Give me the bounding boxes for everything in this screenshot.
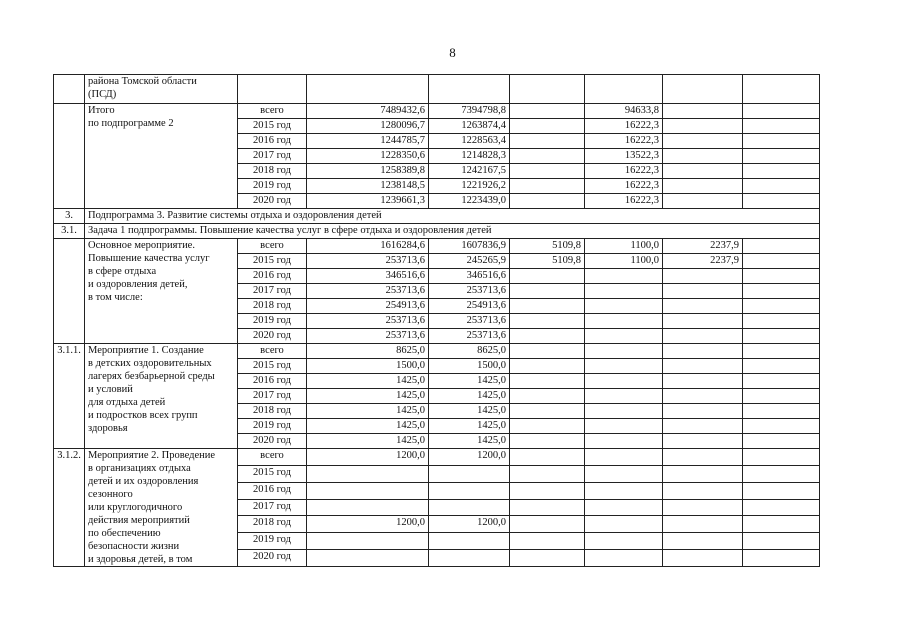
value-cell [663, 533, 743, 550]
year-cell: всего [238, 239, 307, 254]
name-text: Мероприятие 1. Создание в детских оздоровительных лагерях безбарьерной среды и условий для отдыха детей и подростков всех групп здоровья [88, 345, 215, 434]
value-cell: 245265,9 [429, 254, 510, 269]
value-cell [307, 75, 429, 104]
table-row [54, 104, 820, 119]
year-cell: 2017 год [238, 499, 307, 516]
value-cell [743, 254, 820, 269]
value-cell [585, 284, 663, 299]
table-row [54, 239, 820, 254]
year-cell: всего [238, 449, 307, 466]
value-cell [429, 75, 510, 104]
year-cell: 2017 год [238, 149, 307, 164]
value-cell [663, 75, 743, 104]
value-cell [743, 194, 820, 209]
value-cell [663, 179, 743, 194]
value-cell [743, 344, 820, 359]
value-cell [510, 499, 585, 516]
value-cell [429, 465, 510, 482]
value-cell: 5109,8 [510, 254, 585, 269]
code-cell: 3.1.2. [54, 449, 85, 567]
value-cell [510, 404, 585, 419]
value-cell [429, 482, 510, 499]
value-cell [743, 299, 820, 314]
value-cell: 1425,0 [429, 389, 510, 404]
table-row [54, 75, 820, 104]
value-cell [663, 359, 743, 374]
value-cell: 1228563,4 [429, 134, 510, 149]
name-text: Основное мероприятие. Повышение качества услуг в сфере отдыха и оздоровления детей, в том числе: [88, 240, 210, 303]
value-cell: 13522,3 [585, 149, 663, 164]
value-cell [510, 284, 585, 299]
value-cell [663, 134, 743, 149]
value-cell: 94633,8 [585, 104, 663, 119]
value-cell: 16222,3 [585, 179, 663, 194]
value-cell [585, 434, 663, 449]
value-cell [663, 104, 743, 119]
section-row [54, 209, 820, 224]
value-cell [510, 104, 585, 119]
value-cell: 1425,0 [429, 404, 510, 419]
value-cell: 346516,6 [307, 269, 429, 284]
value-cell: 16222,3 [585, 194, 663, 209]
value-cell: 1221926,2 [429, 179, 510, 194]
value-cell [743, 134, 820, 149]
value-cell [510, 344, 585, 359]
name-cell [85, 449, 238, 567]
budget-table [53, 74, 820, 567]
value-cell: 1100,0 [585, 239, 663, 254]
name-text: Мероприятие 2. Проведение в организациях отдыха детей и их оздоровления сезонного или круглогодичного действия мероприятий по обеспечению безопасности жизни и здоровья детей, в том [88, 450, 216, 565]
value-cell: 1214828,3 [429, 149, 510, 164]
code-cell: 3. [54, 209, 85, 224]
value-cell: 1425,0 [429, 419, 510, 434]
value-cell [743, 404, 820, 419]
value-cell [307, 499, 429, 516]
value-cell [663, 344, 743, 359]
value-cell: 1223439,0 [429, 194, 510, 209]
year-cell: 2016 год [238, 134, 307, 149]
year-cell: 2018 год [238, 516, 307, 533]
value-cell [429, 533, 510, 550]
year-cell: 2016 год [238, 269, 307, 284]
value-cell [510, 359, 585, 374]
year-cell [238, 75, 307, 104]
value-cell [743, 533, 820, 550]
value-cell: 1200,0 [307, 449, 429, 466]
year-cell: 2019 год [238, 314, 307, 329]
value-cell [510, 465, 585, 482]
code-cell [54, 75, 85, 104]
value-cell: 346516,6 [429, 269, 510, 284]
value-cell: 16222,3 [585, 164, 663, 179]
value-cell [585, 299, 663, 314]
value-cell [510, 374, 585, 389]
value-cell: 16222,3 [585, 119, 663, 134]
code-cell [54, 239, 85, 344]
value-cell [585, 533, 663, 550]
value-cell: 1500,0 [429, 359, 510, 374]
code-cell [54, 104, 85, 209]
value-cell [663, 465, 743, 482]
value-cell [585, 374, 663, 389]
name-cell [85, 239, 238, 344]
year-cell: 2019 год [238, 533, 307, 550]
value-cell [585, 465, 663, 482]
value-cell: 1200,0 [429, 449, 510, 466]
value-cell: 7489432,6 [307, 104, 429, 119]
table-row [54, 449, 820, 466]
value-cell [663, 482, 743, 499]
value-cell [307, 482, 429, 499]
value-cell: 1425,0 [307, 374, 429, 389]
value-cell [585, 344, 663, 359]
value-cell [510, 314, 585, 329]
value-cell [510, 134, 585, 149]
value-cell: 1239661,3 [307, 194, 429, 209]
value-cell [743, 482, 820, 499]
year-cell: всего [238, 344, 307, 359]
value-cell [510, 269, 585, 284]
value-cell [585, 329, 663, 344]
value-cell [510, 164, 585, 179]
value-cell [585, 499, 663, 516]
value-cell: 1425,0 [429, 374, 510, 389]
name-cell [85, 344, 238, 449]
year-cell: 2020 год [238, 550, 307, 567]
value-cell [743, 359, 820, 374]
year-cell: 2018 год [238, 299, 307, 314]
value-cell: 1425,0 [307, 419, 429, 434]
value-cell: 253713,6 [429, 314, 510, 329]
value-cell [743, 499, 820, 516]
year-cell: 2015 год [238, 465, 307, 482]
value-cell: 253713,6 [429, 284, 510, 299]
value-cell [585, 419, 663, 434]
value-cell: 1425,0 [307, 434, 429, 449]
value-cell [307, 550, 429, 567]
name-cell [85, 104, 238, 209]
year-cell: 2018 год [238, 404, 307, 419]
value-cell [663, 389, 743, 404]
year-cell: 2015 год [238, 254, 307, 269]
value-cell [663, 269, 743, 284]
value-cell: 1425,0 [429, 434, 510, 449]
value-cell [743, 284, 820, 299]
value-cell [510, 434, 585, 449]
value-cell: 1425,0 [307, 389, 429, 404]
value-cell: 1258389,8 [307, 164, 429, 179]
value-cell [307, 465, 429, 482]
value-cell [510, 550, 585, 567]
year-cell: 2018 год [238, 164, 307, 179]
value-cell [663, 499, 743, 516]
year-cell: 2020 год [238, 194, 307, 209]
value-cell [743, 104, 820, 119]
value-cell [743, 329, 820, 344]
value-cell [510, 179, 585, 194]
value-cell: 1238148,5 [307, 179, 429, 194]
name-text: Итого по подпрограмме 2 [88, 105, 174, 129]
value-cell [585, 516, 663, 533]
name-cell [85, 75, 238, 104]
value-cell: 253713,6 [307, 314, 429, 329]
code-cell: 3.1. [54, 224, 85, 239]
value-cell: 254913,6 [307, 299, 429, 314]
value-cell [510, 389, 585, 404]
value-cell [510, 119, 585, 134]
value-cell [663, 419, 743, 434]
value-cell [743, 449, 820, 466]
value-cell: 1280096,7 [307, 119, 429, 134]
value-cell [510, 299, 585, 314]
value-cell [585, 449, 663, 466]
value-cell: 8625,0 [307, 344, 429, 359]
value-cell: 253713,6 [307, 329, 429, 344]
value-cell: 1500,0 [307, 359, 429, 374]
value-cell [743, 149, 820, 164]
value-cell [663, 374, 743, 389]
value-cell [510, 75, 585, 104]
value-cell: 1200,0 [307, 516, 429, 533]
value-cell [429, 550, 510, 567]
value-cell [743, 374, 820, 389]
value-cell [663, 516, 743, 533]
value-cell [663, 314, 743, 329]
value-cell: 2237,9 [663, 254, 743, 269]
name-text: района Томской области (ПСД) [88, 76, 197, 100]
value-cell [510, 516, 585, 533]
table-row [54, 344, 820, 359]
value-cell [663, 119, 743, 134]
value-cell: 253713,6 [429, 329, 510, 344]
value-cell: 1244785,7 [307, 134, 429, 149]
value-cell: 1242167,5 [429, 164, 510, 179]
value-cell: 8625,0 [429, 344, 510, 359]
value-cell: 1607836,9 [429, 239, 510, 254]
value-cell: 2237,9 [663, 239, 743, 254]
value-cell [743, 516, 820, 533]
code-cell: 3.1.1. [54, 344, 85, 449]
value-cell [743, 389, 820, 404]
value-cell [743, 419, 820, 434]
year-cell: 2017 год [238, 389, 307, 404]
value-cell [510, 533, 585, 550]
year-cell: 2019 год [238, 419, 307, 434]
value-cell [663, 434, 743, 449]
value-cell [743, 550, 820, 567]
year-cell: 2019 год [238, 179, 307, 194]
year-cell: 2017 год [238, 284, 307, 299]
value-cell: 1100,0 [585, 254, 663, 269]
value-cell [585, 314, 663, 329]
value-cell [743, 75, 820, 104]
value-cell: 253713,6 [307, 254, 429, 269]
value-cell: 254913,6 [429, 299, 510, 314]
value-cell [743, 164, 820, 179]
value-cell: 1616284,6 [307, 239, 429, 254]
value-cell [663, 149, 743, 164]
value-cell [510, 329, 585, 344]
value-cell [743, 269, 820, 284]
value-cell [429, 499, 510, 516]
value-cell [663, 329, 743, 344]
value-cell [663, 284, 743, 299]
value-cell [743, 119, 820, 134]
value-cell [510, 419, 585, 434]
value-cell [585, 359, 663, 374]
value-cell: 1200,0 [429, 516, 510, 533]
value-cell: 253713,6 [307, 284, 429, 299]
value-cell: 5109,8 [510, 239, 585, 254]
section-title: Подпрограмма 3. Развитие системы отдыха и оздоровления детей [85, 209, 820, 224]
value-cell [743, 465, 820, 482]
value-cell [743, 239, 820, 254]
value-cell [510, 194, 585, 209]
value-cell [585, 269, 663, 284]
value-cell [663, 404, 743, 419]
value-cell [585, 482, 663, 499]
year-cell: 2015 год [238, 119, 307, 134]
value-cell [510, 482, 585, 499]
value-cell [743, 179, 820, 194]
value-cell [663, 194, 743, 209]
value-cell: 1228350,6 [307, 149, 429, 164]
value-cell [743, 434, 820, 449]
value-cell: 1425,0 [307, 404, 429, 419]
value-cell [585, 75, 663, 104]
value-cell [510, 449, 585, 466]
year-cell: 2016 год [238, 374, 307, 389]
value-cell [663, 299, 743, 314]
year-cell: всего [238, 104, 307, 119]
value-cell: 16222,3 [585, 134, 663, 149]
page-number: 8 [449, 45, 456, 60]
year-cell: 2015 год [238, 359, 307, 374]
section-row [54, 224, 820, 239]
value-cell: 1263874,4 [429, 119, 510, 134]
value-cell [585, 550, 663, 567]
year-cell: 2020 год [238, 434, 307, 449]
value-cell [307, 533, 429, 550]
value-cell [585, 389, 663, 404]
budget-table-body [54, 75, 820, 567]
value-cell [510, 149, 585, 164]
value-cell: 7394798,8 [429, 104, 510, 119]
year-cell: 2020 год [238, 329, 307, 344]
section-title: Задача 1 подпрограммы. Повышение качества услуг в сфере отдыха и оздоровления детей [85, 224, 820, 239]
value-cell [585, 404, 663, 419]
value-cell [663, 550, 743, 567]
value-cell [663, 164, 743, 179]
value-cell [743, 314, 820, 329]
value-cell [663, 449, 743, 466]
year-cell: 2016 год [238, 482, 307, 499]
